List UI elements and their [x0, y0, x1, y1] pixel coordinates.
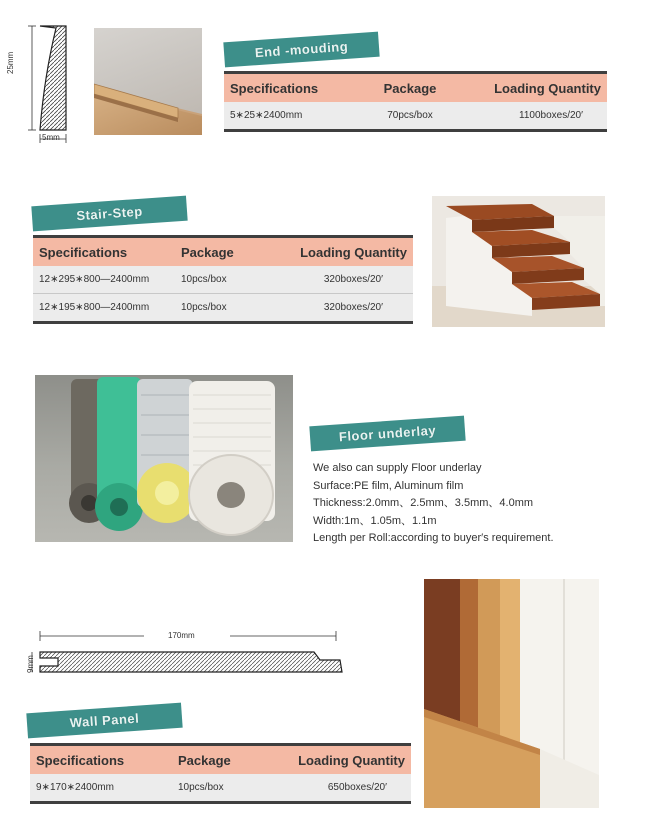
wall-panel-spec-table: [30, 743, 411, 804]
underlay-line-length: Length per Roll:according to buyer′s requirement.: [313, 532, 554, 544]
stair-step-tag-label: Stair-Step: [75, 203, 144, 224]
wall-panel-tag: [26, 703, 182, 739]
package-cell: 10pcs/box: [172, 774, 284, 803]
end-moulding-spec-table: [224, 71, 607, 132]
spec-cell: 9∗170∗2400mm: [30, 774, 172, 803]
floor-underlay-tag-label: Floor underlay: [338, 422, 437, 445]
loading-cell: 1100boxes/20′: [466, 102, 607, 131]
underlay-line-intro: We also can supply Floor underlay: [313, 462, 482, 474]
underlay-line-width: Width:1m、1.05m、1.1m: [313, 514, 437, 527]
loading-cell: 320boxes/20′: [287, 294, 413, 323]
end-moulding-width-label: 5mm: [42, 133, 60, 142]
wall-panel-width-label: 170mm: [168, 631, 195, 640]
wall-panel-tag-label: Wall Panel: [69, 710, 140, 731]
spec-cell: 12∗195∗800—2400mm: [33, 294, 175, 323]
header-loading-quantity: Loading Quantity: [466, 73, 607, 103]
floor-underlay-photo: [35, 375, 293, 542]
spec-cell: 12∗295∗800—2400mm: [33, 266, 175, 294]
stair-step-photo: [432, 196, 605, 327]
end-moulding-tag: [223, 32, 379, 68]
floor-underlay-description: [313, 460, 633, 548]
package-cell: 70pcs/box: [354, 102, 466, 131]
header-specifications: Specifications: [33, 237, 175, 267]
table-row: [33, 294, 413, 323]
header-package: Package: [175, 237, 287, 267]
stair-step-tag: [31, 196, 187, 232]
header-loading-quantity: Loading Quantity: [284, 745, 411, 775]
end-moulding-tag-label: End -mouding: [254, 38, 349, 61]
underlay-line-surface: Surface:PE film, Aluminum film: [313, 479, 464, 492]
floor-underlay-tag: [309, 416, 465, 452]
end-moulding-profile-drawing: [22, 18, 78, 148]
package-cell: 10pcs/box: [175, 266, 287, 294]
underlay-line-thickness: Thickness:2.0mm、2.5mm、3.5mm、4.0mm: [313, 497, 534, 509]
wall-panel-height-label: 9mm: [26, 655, 35, 673]
header-specifications: Specifications: [224, 73, 354, 103]
end-moulding-photo: [94, 28, 202, 135]
loading-cell: 650boxes/20′: [284, 774, 411, 803]
loading-cell: 320boxes/20′: [287, 266, 413, 294]
stair-step-spec-table: [33, 235, 413, 324]
table-row: [33, 266, 413, 294]
wall-panel-photo: [424, 579, 599, 808]
table-row: [30, 774, 411, 803]
package-cell: 10pcs/box: [175, 294, 287, 323]
table-row: [224, 102, 607, 131]
spec-cell: 5∗25∗2400mm: [224, 102, 354, 131]
header-package: Package: [172, 745, 284, 775]
header-package: Package: [354, 73, 466, 103]
header-loading-quantity: Loading Quantity: [287, 237, 413, 267]
end-moulding-height-label: 25mm: [6, 51, 15, 74]
header-specifications: Specifications: [30, 745, 172, 775]
